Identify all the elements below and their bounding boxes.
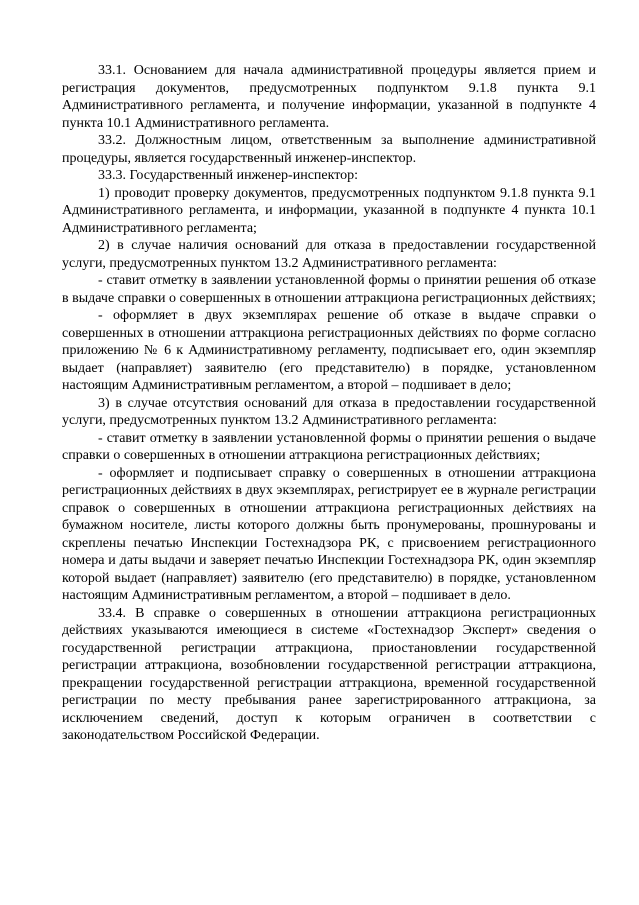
list-item-2: 2) в случае наличия оснований для отказа в предоставлении государственной услуги, предусмотренных пунктом 13.2 Административного регламента: bbox=[62, 238, 596, 271]
list-item-1: 1) проводит проверку документов, предусмотренных подпунктом 9.1.8 пункта 9.1 Административного регламента, и информации, указанной в подпункте 4 пункта 10.1 Административного регламента; bbox=[62, 185, 596, 236]
paragraph-33-3: 33.3. Государственный инженер-инспектор: bbox=[98, 168, 359, 183]
document-page bbox=[62, 62, 596, 745]
list-item-3-dash-2: - оформляет и подписывает справку о совершенных в отношении аттракциона регистрационных действиях в двух экземплярах, регистрирует ее в журнале регистрации справок о совершенных в отношении аттракциона регистрационных действиях на бумажном носителе, листы которого должны быть пронумерованы, прошнурованы и скреплены печатью Инспекции Гостехнадзора РК, с присвоением регистрационного номера и даты выдачи и заверяет печатью Инспекции Гостехнадзора РК, один экземпляр которой выдает (направляет) заявителю (его представителю) в порядке, установленном настоящим Административным регламентом, а второй – подшивает в дело. bbox=[62, 465, 596, 603]
list-item-3-dash-1: - ставит отметку в заявлении установленной формы о принятии решения о выдаче справки о совершенных в отношении аттракциона регистрационных действиях; bbox=[62, 430, 596, 463]
list-item-2-dash-2: - оформляет в двух экземплярах решение об отказе в выдаче справки о совершенных в отношении аттракциона регистрационных действиях по форме согласно приложению № 6 к Административному регламенту, подписывает его, один экземпляр выдает (направляет) заявителю (его представителю) в порядке, установленном настоящим Административным регламентом, а второй – подшивает в дело; bbox=[62, 308, 596, 393]
paragraph-33-2: 33.2. Должностным лицом, ответственным за выполнение административной процедуры, является государственный инженер-инспектор. bbox=[62, 133, 596, 166]
list-item-3: 3) в случае отсутствия оснований для отказа в предоставлении государственной услуги, предусмотренных пунктом 13.2 Административного регламента: bbox=[62, 395, 596, 428]
paragraph-33-1: 33.1. Основанием для начала административной процедуры является прием и регистрация документов, предусмотренных подпунктом 9.1.8 пункта 9.1 Административного регламента, и получение информации, указанной в подпункте 4 пункта 10.1 Административного регламента. bbox=[62, 63, 596, 131]
paragraph-33-4: 33.4. В справке о совершенных в отношении аттракциона регистрационных действиях указываются имеющиеся в системе «Гостехнадзор Эксперт» сведения о государственной регистрации аттракциона, приостановлении государственной регистрации аттракциона, возобновлении государственной регистрации аттракциона, прекращении государственной регистрации аттракциона, временной государственной регистрации по месту пребывания ранее зарегистрированного аттракциона, за исключением сведений, доступ к которым ограничен в соответствии с законодательством Российской Федерации. bbox=[62, 605, 596, 743]
list-item-2-dash-1: - ставит отметку в заявлении установленной формы о принятии решения об отказе в выдаче справки о совершенных в отношении аттракциона регистрационных действиях; bbox=[62, 273, 596, 306]
